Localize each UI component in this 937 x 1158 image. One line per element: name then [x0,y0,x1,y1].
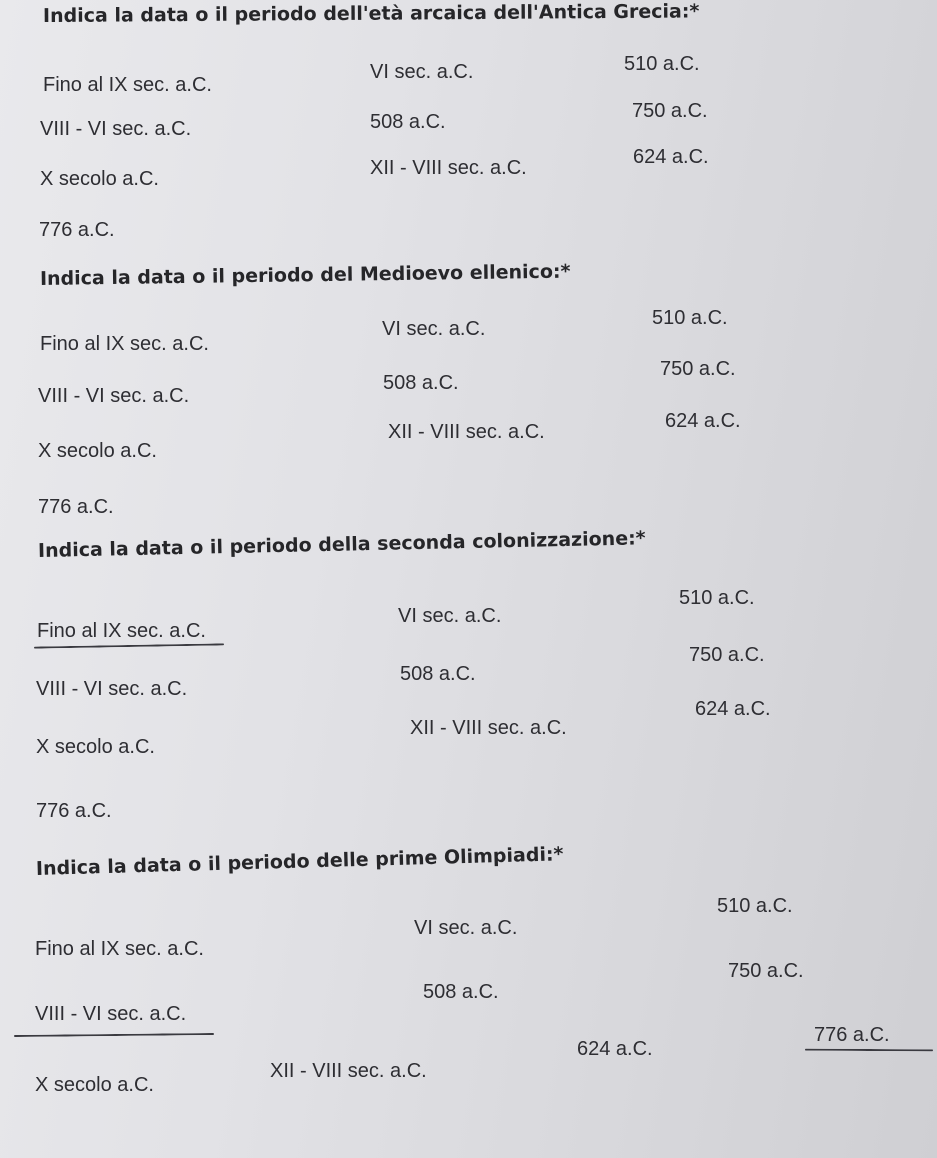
option-624[interactable]: 624 a.C. [633,146,709,168]
option-750[interactable]: 750 a.C. [728,960,804,982]
option-xii-viii[interactable]: XII - VIII sec. a.C. [388,421,545,443]
option-624[interactable]: 624 a.C. [577,1038,653,1060]
option-fino-al-ix[interactable]: Fino al IX sec. a.C. [43,74,212,96]
option-xii-viii[interactable]: XII - VIII sec. a.C. [270,1060,427,1082]
option-x-secolo[interactable]: X secolo a.C. [38,440,157,462]
option-750[interactable]: 750 a.C. [632,100,708,122]
option-fino-al-ix[interactable]: Fino al IX sec. a.C. [35,938,204,960]
option-508[interactable]: 508 a.C. [370,111,446,133]
question-title: Indica la data o il periodo dell'età arcaica dell'Antica Grecia:* [42,0,700,27]
option-viii-vi[interactable]: VIII - VI sec. a.C. [35,1003,187,1025]
option-750[interactable]: 750 a.C. [689,644,765,666]
option-776[interactable]: 776 a.C. [38,496,114,518]
option-776[interactable]: 776 a.C. [36,800,112,822]
option-xii-viii[interactable]: XII - VIII sec. a.C. [370,157,527,179]
option-508[interactable]: 508 a.C. [400,663,476,685]
option-fino-al-ix[interactable]: Fino al IX sec. a.C. [40,333,209,355]
option-viii-vi[interactable]: VIII - VI sec. a.C. [40,118,192,140]
option-510[interactable]: 510 a.C. [652,307,728,329]
option-776[interactable]: 776 a.C. [39,219,115,241]
option-510[interactable]: 510 a.C. [624,53,700,75]
answer-underline [14,1033,214,1037]
option-510[interactable]: 510 a.C. [717,895,793,917]
answer-underline [805,1049,933,1052]
option-776[interactable]: 776 a.C. [814,1024,890,1046]
option-viii-vi[interactable]: VIII - VI sec. a.C. [38,385,190,407]
option-viii-vi[interactable]: VIII - VI sec. a.C. [36,678,188,700]
option-vi-sec[interactable]: VI sec. a.C. [370,61,474,83]
option-624[interactable]: 624 a.C. [695,698,771,720]
option-xii-viii[interactable]: XII - VIII sec. a.C. [410,717,567,739]
option-x-secolo[interactable]: X secolo a.C. [35,1074,154,1096]
option-624[interactable]: 624 a.C. [665,410,741,432]
option-750[interactable]: 750 a.C. [660,358,736,380]
option-510[interactable]: 510 a.C. [679,587,755,609]
option-x-secolo[interactable]: X secolo a.C. [36,736,155,758]
question-title: Indica la data o il periodo del Medioevo ellenico:* [39,260,571,290]
question-title: Indica la data o il periodo della seconda colonizzazione:* [37,527,646,562]
option-vi-sec[interactable]: VI sec. a.C. [414,917,518,939]
option-fino-al-ix[interactable]: Fino al IX sec. a.C. [37,620,206,642]
option-vi-sec[interactable]: VI sec. a.C. [382,318,486,340]
option-x-secolo[interactable]: X secolo a.C. [40,168,159,190]
option-508[interactable]: 508 a.C. [423,981,499,1003]
question-title: Indica la data o il periodo delle prime Olimpiadi:* [35,843,564,880]
option-vi-sec[interactable]: VI sec. a.C. [398,605,502,627]
option-508[interactable]: 508 a.C. [383,372,459,394]
